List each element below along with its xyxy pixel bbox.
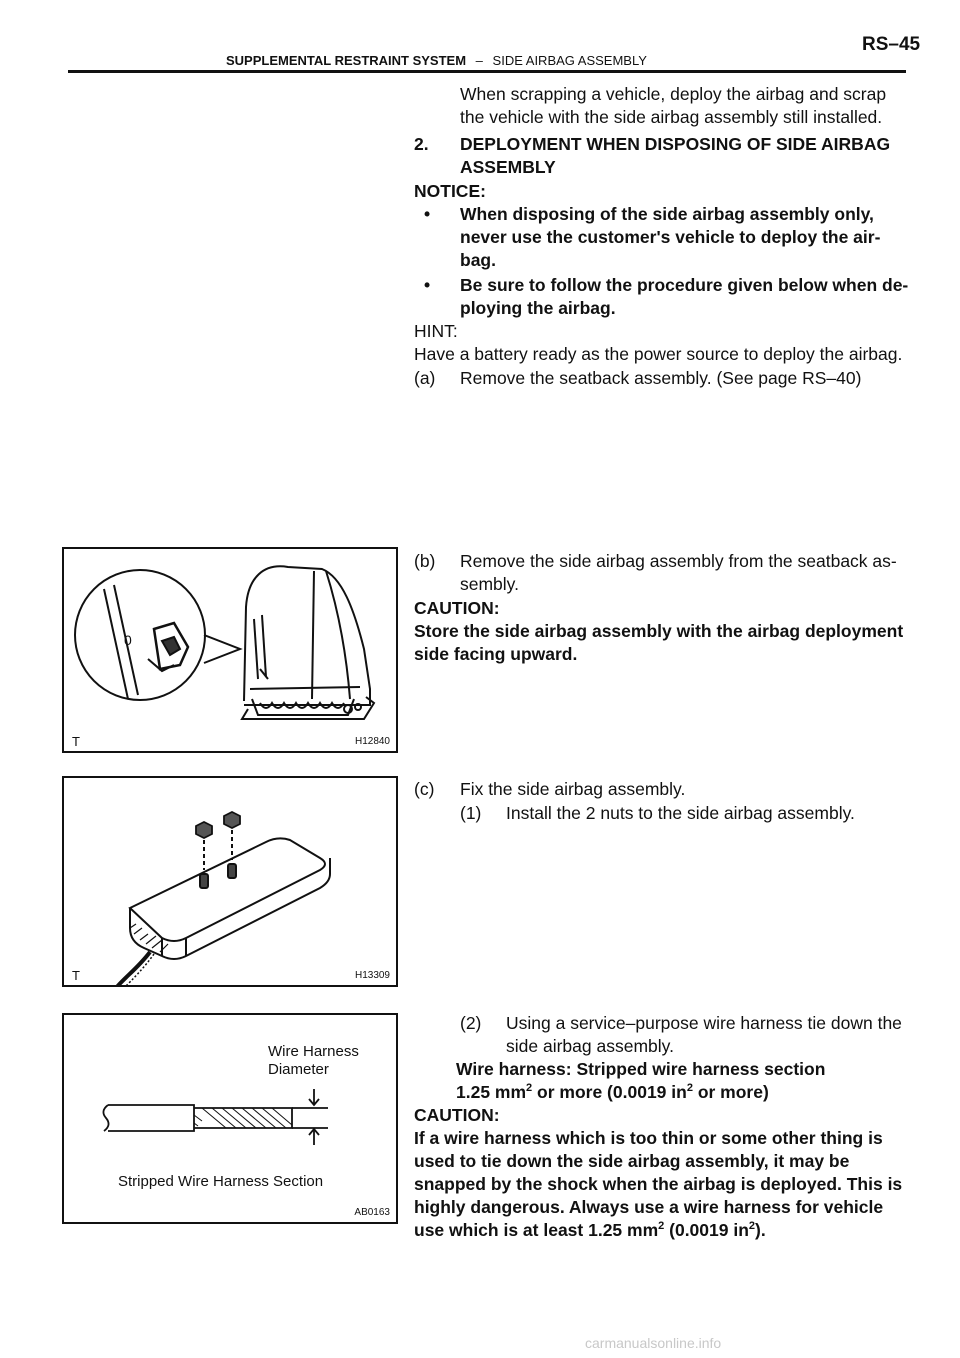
bullet-1-dot: • [424,204,431,224]
header-section: SUPPLEMENTAL RESTRAINT SYSTEM [226,53,467,68]
notice-label: NOTICE: [414,181,486,201]
figure-seatback [62,547,398,753]
notice-bullet-1-line-3: bag. [460,250,496,270]
step2-title-2: ASSEMBLY [460,157,556,177]
step-c-sub2-line-1: Using a service–purpose wire harness tie down the [506,1013,902,1033]
fig3-label-section: Stripped Wire Harness Section [118,1173,324,1190]
step-c-sub2-line-2: side airbag assembly. [506,1036,674,1056]
figure-1-code: H12840 [354,736,390,747]
step-b-text-2: sembly. [460,574,519,594]
step-c-caution-2: used to tie down the side airbag assembly, it may be [414,1151,850,1171]
step-b-caution-1: Store the side airbag assembly with the airbag deployment [414,621,904,641]
bullet-2-dot: • [424,275,431,295]
running-header [226,53,647,68]
step2-title-1: DEPLOYMENT WHEN DISPOSING OF SIDE AIRBAG [460,134,891,154]
hint-label: HINT: [414,321,458,341]
page-number: RS–45 [862,34,921,55]
intro-line-2: the vehicle with the side airbag assembly still installed. [460,107,883,127]
fig3-label-diameter-1: Wire Harness [268,1043,359,1060]
svg-text:0: 0 [124,632,132,648]
notice-bullet-1-line-2: never use the customer's vehicle to deploy the air- [460,227,881,247]
figure-3-code: AB0163 [354,1207,390,1218]
figure-airbag-nuts [62,776,398,987]
figure-1-mark: T [72,734,80,749]
step-c-caution-5: use which is at least 1.25 $mm^2$ (0.0019 $in^2$). [414,1220,766,1240]
hint-text: Have a battery ready as the power source to deploy the airbag. [414,344,903,364]
notice-bullet-2-line-1: Be sure to follow the procedure given below when de- [460,275,909,295]
step-b-letter: (b) [414,551,436,571]
step-b-caution-2: side facing upward. [414,644,578,664]
header-rule [68,70,906,73]
seatback-illustration [64,549,396,751]
step-c-sub1-text: Install the 2 nuts to the side airbag assembly. [506,803,855,823]
step-c-caution-3: snapped by the shock when the airbag is deployed. This is [414,1174,903,1194]
step-a-text: Remove the seatback assembly. (See page RS–40) [460,368,862,388]
footer-watermark: carmanualsonline.info [585,1335,722,1351]
step-a-letter: (a) [414,368,436,388]
figure-2-code: H13309 [354,970,390,981]
step-c-caution-1: If a wire harness which is too thin or some other thing is [414,1128,883,1148]
step-c-letter: (c) [414,779,435,799]
header-subsection: SIDE AIRBAG ASSEMBLY [492,53,647,68]
step-c-caution-4: highly dangerous. Always use a wire harness for vehicle [414,1197,884,1217]
figure-wire-harness [62,1013,398,1224]
header-dash: – [475,53,483,68]
fig3-label-diameter-2: Diameter [268,1061,329,1078]
step-c-sub1-num: (1) [460,803,482,823]
intro-line-1: When scrapping a vehicle, deploy the airbag and scrap [460,84,887,104]
step-c-text: Fix the side airbag assembly. [460,779,686,799]
step-c-caution-label: CAUTION: [414,1105,500,1125]
spec-line-1: Wire harness: Stripped wire harness section [456,1059,826,1079]
step-b-text-1: Remove the side airbag assembly from the seatback as- [460,551,897,571]
spec-line-2: 1.25 $mm^2$ or more (0.0019 $in^2$ or more) [456,1082,769,1102]
step-b-caution-label: CAUTION: [414,598,500,618]
notice-bullet-1-line-1: When disposing of the side airbag assembly only, [460,204,874,224]
step2-number: 2. [414,134,429,154]
notice-bullet-2-line-2: ploying the airbag. [460,298,616,318]
airbag-module-illustration [64,778,396,985]
step-c-sub2-num: (2) [460,1013,482,1033]
figure-2-mark: T [72,968,80,983]
